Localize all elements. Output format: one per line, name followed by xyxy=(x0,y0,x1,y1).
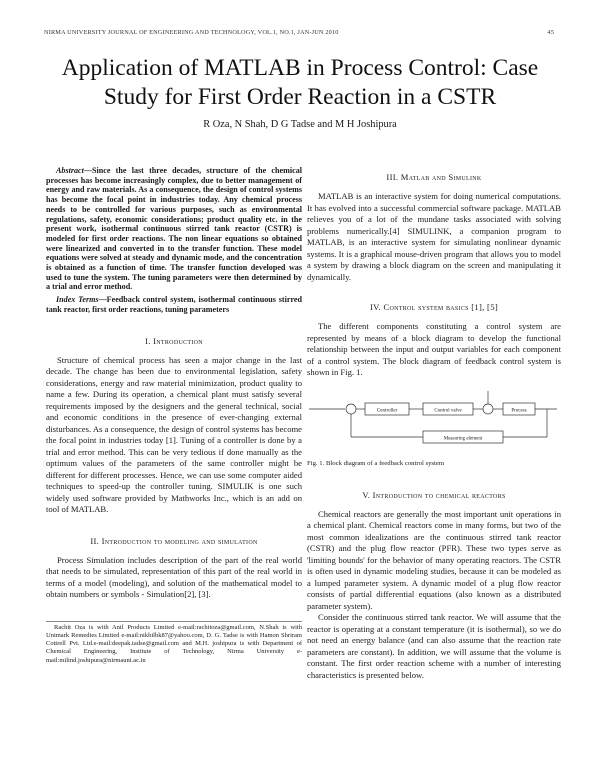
author-list: R Oza, N Shah, D G Tadse and M H Joshipura xyxy=(203,119,397,130)
index-terms xyxy=(46,295,302,314)
left-column xyxy=(46,166,302,665)
figure-caption: Fig. 1. Block diagram of a feedback control system xyxy=(307,459,445,467)
section-heading-matlab: III. Matlab and Simulink xyxy=(386,172,482,182)
chemical-reactors-paragraph-1: Chemical reactors are generally the most important unit operations in a chemical plant. Chemical reactors come in many forms, but two of the most common idealizations are the continuous stirred tank reactor (CSTR) and the plug flow reactor (PFR). These two types serve as 'limiting bounds' for the behavior of many operating reactors. The CSTR is often used in dynamic modeling studies, because it can be modeled as a lumped parameter system. A dynamic model of a plug flow reactor consists of partial differential equations (also known as a distributed parameter system). xyxy=(307,508,561,611)
index-terms-lead: Index Terms xyxy=(56,295,99,305)
journal-name: NIRMA UNIVERSITY JOURNAL OF ENGINEERING AND TECHNOLOGY, VOL.1, NO.1, JAN-JUN 2010 xyxy=(44,29,339,36)
right-column xyxy=(307,166,561,681)
index-terms-text: —Feedback control system, isothermal continuous stirred tank reactor, first order reactions, tuning parameters xyxy=(46,295,303,314)
abstract xyxy=(46,166,302,292)
modeling-paragraph: Process Simulation includes description of the part of the real world that needs to be simulated, representation of this part of the real world in terms of a model (modeling), and solution of the mathematical model to obtain numbers or symbols - Simulation[2], [3]. xyxy=(46,554,302,600)
process-label: Process xyxy=(511,408,527,413)
title-line-2: Study for First Order Reaction in a CSTR xyxy=(103,83,497,110)
section-heading-chemical-reactors: V. Introduction to chemical reactors xyxy=(362,489,506,500)
abstract-text: —Since the last three decades, structure of the chemical processes has become increasingly complex, due to better management of energy and raw materials. As a consequence, the design of control systems has become the focal point in industries today. Any chemical process needs to be controlled for various purposes, such as environmental regulations, safety, economic considerations; product quality etc. in the present work, isothermal continuous stirred tank reactor (CSTR) is modeled for first order reactions. The non linear equations so obtained were linearized and converted in to the transfer function. These model equations were solved at steady and dynamic mode, and the concentration is obtained as a function of time. The transfer function developed was used to tune the system. The tuning parameters were then determined by a trial and error method. xyxy=(46,166,302,292)
measuring-element-label: Measuring element xyxy=(443,436,483,441)
section-heading-control-basics: IV. Control system basics [1], [5] xyxy=(370,302,498,312)
paper-title xyxy=(20,54,580,111)
figure-1 xyxy=(307,387,561,468)
control-valve-label: Control valve xyxy=(434,408,462,413)
feedback-block-diagram xyxy=(307,387,561,449)
introduction-paragraph: Structure of chemical process has seen a major change in the last decade. The change has been due to environmental legislation, safety considerations, energy and raw material minimization, product quality to name a few. During its operation, a chemical plant must satisfy several requirements imposed by the designers and the general technical, social and economic conditions in the presence of ever-changing external disturbances. As a consequence, the design of control systems has become the focal point in industries today [1]. Tuning of a controller is done by a trial and error method. This can be very tedious if done manually as the optimum values of the parameters of the same controller might be different for different processes. Hence, we can use some computer aided techniques to speed-up the controller tuning. SIMULIK is one such widely used software provided by Mathworks Inc., which is an add on tool of MATLAB. xyxy=(46,354,302,515)
section-heading-modeling: II. Introduction to modeling and simulation xyxy=(90,535,258,546)
title-line-1: Application of MATLAB in Process Control: Case xyxy=(61,55,539,81)
abstract-lead: Abstract xyxy=(56,166,84,175)
controller-label: Controller xyxy=(376,408,398,413)
control-basics-paragraph: The different components constituting a control system are represented by means of a block diagram to develop the functional relationship between the input and output variables for each component of a control system. The block diagram of feedback control system is shown in Fig. 1. xyxy=(307,321,561,377)
running-header xyxy=(44,29,554,36)
page-number: 45 xyxy=(547,29,554,36)
comparator-circle xyxy=(346,404,356,414)
section-heading-introduction: I. Introduction xyxy=(145,335,203,346)
disturbance-summing-circle xyxy=(483,404,493,414)
chemical-reactors-paragraph-2: Consider the continuous stirred tank reactor. We will assume that the reactor is operating at a constant temperature (it is isothermal), so we do not need an energy balance (and can also assume that the reaction rate parameters are constant). In addition, we will assume that the volume is constant. The first order reaction scheme with a number of interesting characteristics is presented below. xyxy=(307,612,561,680)
author-footnote: Rachit Oza is with Anil Products Limited e-mail:rachitoza@gmail.com, N.Shah is with Unimark Remedies Limited e-mail:nikhilbk87@yahoo.com, D. G. Tadse is with Hamon Shriram Cottrell Pvt. Ltd.e-mail:deepak.tadse@gmail.com and M.H. joshipura is with Department of Chemical Engineering, Institute of Technology, Nirma University e-mail:milind.joshipura@nirmauni.ac.in xyxy=(46,621,302,665)
matlab-paragraph: MATLAB is an interactive system for doing numerical computations. It has evolved into a successful commercial software package. MATLAB relieves you of a lot of the mundane tasks associated with solving problems numerically.[4] SIMULINK, a companion program to MATLAB, is an interactive system for simulating nonlinear dynamic systems. It is a graphical mouse-driven program that allows you to model a system by drawing a block diagram on the screen and manipulating it dynamically. xyxy=(307,191,561,282)
